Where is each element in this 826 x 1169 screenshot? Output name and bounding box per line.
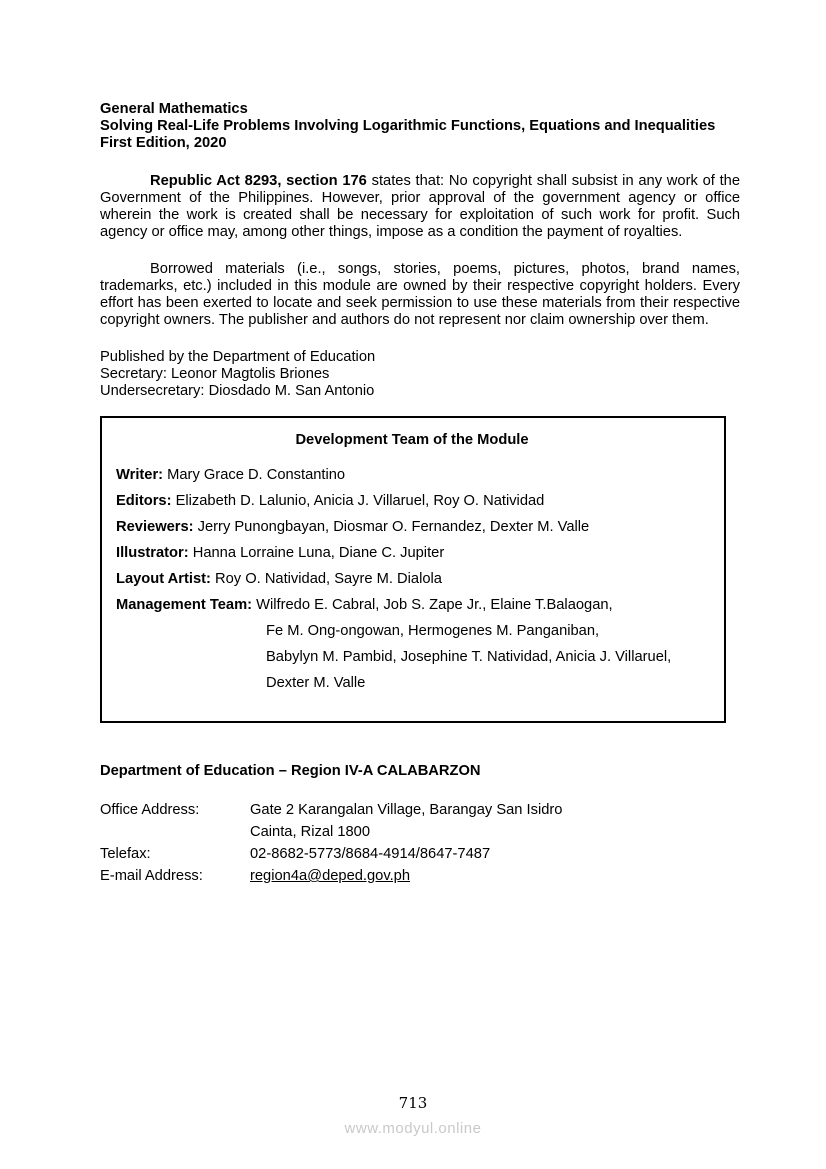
reviewers-value: Jerry Punongbayan, Diosmar O. Fernandez, Dexter M. Valle	[197, 519, 590, 535]
office-address-line-2: Cainta, Rizal 1800	[250, 824, 371, 840]
dev-team-row-writer	[116, 467, 708, 484]
copyright-paragraph-text: states that: No copyright shall subsist in any work of the Government of the Philippines. However, prior approval of the government agency or office wherein the work is created shall be necessary for exploitation of such work for profit. Such agency or office may, among other things, impose as a condition the payment of royalties.	[100, 173, 740, 240]
writer-label: Writer:	[116, 467, 164, 483]
management-team-continuation-2: Babylyn M. Pambid, Josephine T. Natividad, Anicia J. Villaruel,	[266, 649, 672, 665]
reviewers-label: Reviewers:	[116, 519, 194, 535]
document-page	[100, 101, 740, 887]
layout-artist-value: Roy O. Natividad, Sayre M. Dialola	[215, 571, 442, 587]
office-address-row	[100, 799, 740, 843]
management-team-continuation-3: Dexter M. Valle	[266, 675, 366, 691]
module-title: Solving Real-Life Problems Involving Logarithmic Functions, Equations and Inequalities	[100, 118, 716, 134]
watermark-text: www.modyul.online	[344, 1120, 482, 1137]
title-block	[100, 101, 740, 152]
editors-value: Elizabeth D. Lalunio, Anicia J. Villaruel, Roy O. Natividad	[175, 493, 545, 509]
borrowed-materials-paragraph: Borrowed materials (i.e., songs, stories, poems, pictures, photos, brand names, trademarks, etc.) included in this module are owned by their respective copyright holders. Every effort has been exerted to locate and seek permission to use these materials from their respective copyright owners. The publisher and authors do not represent nor claim ownership over them.	[100, 261, 740, 328]
telefax-value: 02-8682-5773/8684-4914/8647-7487	[250, 846, 491, 862]
editors-label: Editors:	[116, 493, 172, 509]
illustrator-label: Illustrator:	[116, 545, 189, 561]
telefax-label: Telefax:	[100, 846, 151, 862]
email-link[interactable]: region4a@deped.gov.ph	[250, 868, 411, 884]
copyright-paragraph	[100, 173, 740, 241]
email-row	[100, 865, 740, 887]
office-address-label: Office Address:	[100, 802, 200, 818]
dev-team-row-management	[116, 597, 708, 614]
secretary-line: Secretary: Leonor Magtolis Briones	[100, 366, 330, 382]
development-team-title: Development Team of the Module	[295, 432, 529, 448]
illustrator-value: Hanna Lorraine Luna, Diane C. Jupiter	[192, 545, 445, 561]
office-address-line-1: Gate 2 Karangalan Village, Barangay San Isidro	[250, 802, 563, 818]
telefax-row	[100, 843, 740, 865]
publisher-block	[100, 349, 740, 400]
management-team-continuation-1: Fe M. Ong-ongowan, Hermogenes M. Panganiban,	[266, 623, 600, 639]
management-team-label: Management Team:	[116, 597, 253, 613]
region-office-title: Department of Education – Region IV-A CALABARZON	[100, 763, 481, 779]
edition-line: First Edition, 2020	[100, 135, 227, 151]
republic-act-lead: Republic Act 8293, section 176	[150, 173, 367, 189]
office-address-value	[250, 799, 740, 843]
development-team-box	[100, 416, 726, 723]
dev-team-row-editors	[116, 493, 708, 510]
dev-team-row-illustrator	[116, 545, 708, 562]
subject-title: General Mathematics	[100, 101, 248, 117]
writer-value: Mary Grace D. Constantino	[167, 467, 346, 483]
dev-team-row-reviewers	[116, 519, 708, 536]
contact-block	[100, 799, 740, 887]
layout-artist-label: Layout Artist:	[116, 571, 211, 587]
undersecretary-line: Undersecretary: Diosdado M. San Antonio	[100, 383, 375, 399]
email-label: E-mail Address:	[100, 868, 203, 884]
management-team-value: Wilfredo E. Cabral, Job S. Zape Jr., Elaine T.Balaogan,	[256, 597, 613, 613]
published-by-line: Published by the Department of Education	[100, 349, 376, 365]
page-number: 713	[398, 1094, 428, 1112]
dev-team-row-layout-artist	[116, 571, 708, 588]
